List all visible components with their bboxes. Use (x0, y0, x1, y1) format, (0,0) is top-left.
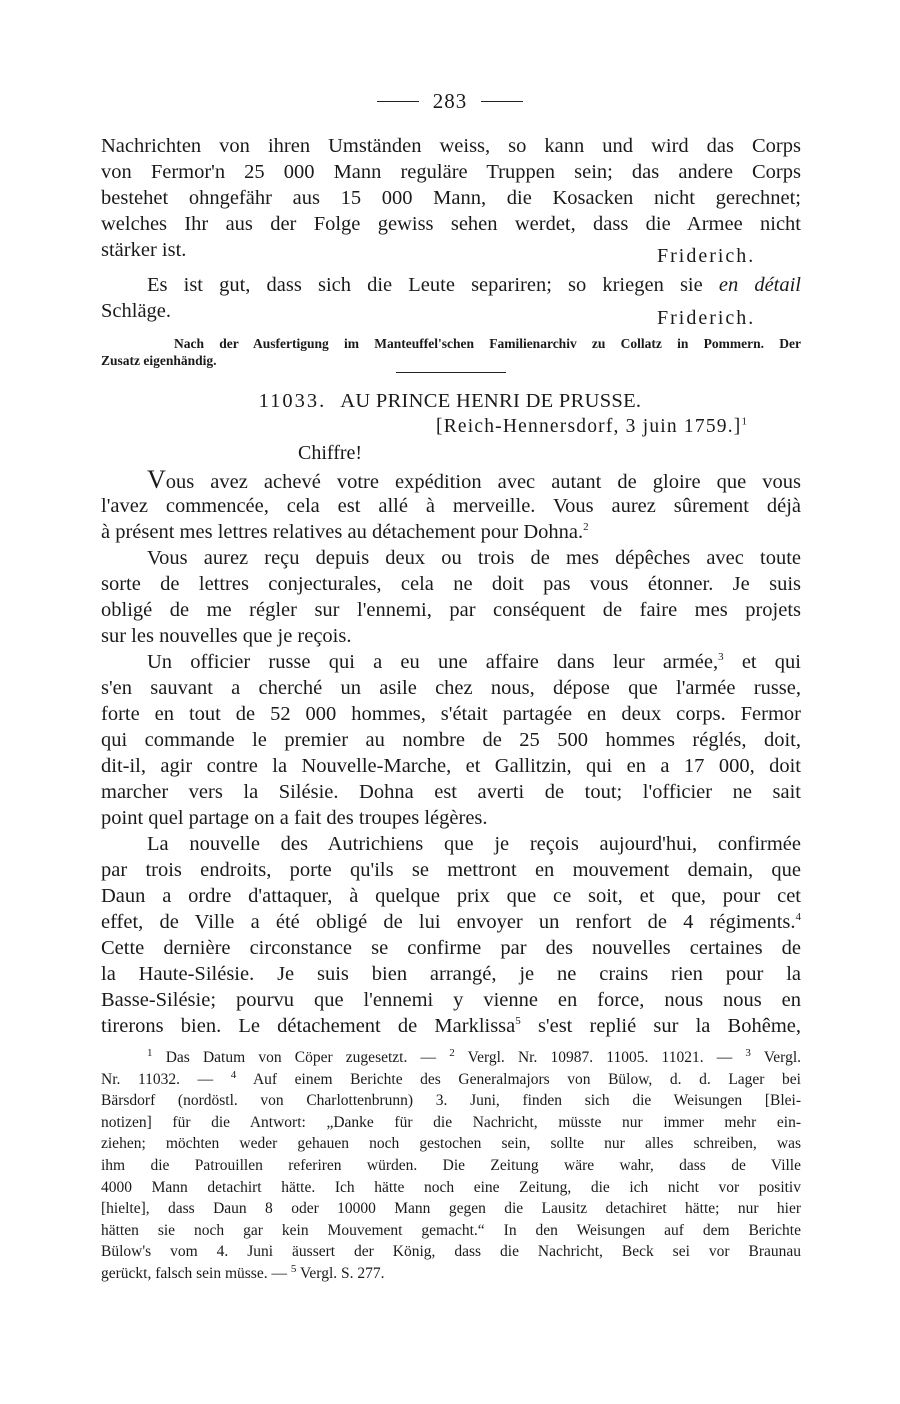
text-line: qui commande le premier au nombre de 25 500 hommes réglés, doit, (101, 729, 801, 751)
page-header (0, 86, 900, 116)
initial-letter: V (147, 465, 166, 494)
text-line: Nachrichten von ihren Umständen weiss, so kann und wird das Corps (101, 135, 801, 157)
text-run: et qui (741, 651, 802, 673)
footnote-text: Das Datum von Cöper zugesetzt. — (165, 1049, 450, 1066)
footnote-line (101, 1069, 801, 1091)
footnote-ref: 3 (718, 651, 724, 664)
signature: Friderich. (657, 245, 756, 267)
cipher-note: Chiffre! (298, 442, 363, 464)
text-line: dit-il, agir contre la Nouvelle-Marche, et Gallitzin, qui en a 17 000, doit (101, 755, 801, 777)
footnote-text: Nr. 11032. — (101, 1070, 231, 1088)
text-run: tirerons bien. Le détachement de Marklissa (101, 1015, 516, 1037)
document-number: 11033. (258, 390, 327, 412)
footnote-line: notizen] für die Antwort: „Danke für die Nachricht, müsste nur immer mehr ein- (101, 1113, 801, 1131)
text-line: Cette dernière circonstance se confirme par des nouvelles certaines de (101, 937, 801, 959)
text-run: s'est replié sur la Bohême, (537, 1015, 801, 1037)
text-line: obligé de me régler sur l'ennemi, par conséquent de faire mes projets (101, 599, 801, 621)
text-run: effet, de Ville a été obligé de lui envoyer un renfort de 4 régiments. (101, 911, 796, 933)
text-line: l'avez commencée, cela est allé à merveille. Vous aurez sûrement déjà (101, 495, 801, 517)
footnote-mark: 5 (290, 1262, 297, 1275)
footnote-line: Bärsdorf (nordöstl. von Charlottenbrunn) 3. Juni, finden sich die Weisungen [Blei- (101, 1092, 801, 1110)
text-line: la Haute-Silésie. Je suis bien arrangé, je ne crains rien pour la (101, 963, 801, 985)
postscript-line: Schläge. (101, 300, 172, 322)
text-line: forte en tout de 52 000 hommes, s'était partagée en deux corps. Fermor (101, 703, 801, 725)
postscript-italic: en détail (718, 274, 801, 296)
text-line: von Fermor'n 25 000 Mann reguläre Truppen sein; das andere Corps (101, 161, 801, 183)
text-line: sorte de lettres conjecturales, cela ne doit pas vous étonner. Je suis (101, 573, 801, 595)
footnote-mark: 4 (230, 1068, 237, 1081)
text-line: bestehet ohngefähr aus 15 000 Mann, die Kosacken nicht gerechnet; (101, 187, 801, 209)
previous-letter-end (101, 133, 801, 263)
footnote-text: Vergl. Nr. 10987. 11005. 11021. — (467, 1049, 746, 1066)
text-line: Vous aurez reçu depuis deux ou trois de mes dépêches avec toute (147, 547, 801, 569)
section-divider (396, 372, 506, 373)
text-line: point quel partage on a fait des troupes légères. (101, 807, 488, 829)
footnote-line: hätten sie noch gar kein Mouvement gemacht.“ In den Weisungen auf dem Berichte (101, 1221, 801, 1239)
footnote-line: Bülow's vom 4. Juni äussert der König, dass die Nachricht, Beck sei vor Braunau (101, 1243, 801, 1261)
text-line: Basse-Silésie; pourvu que l'ennemi y vienne en force, nous nous en (101, 989, 801, 1011)
footnote-line: [hielte], dass Daun 8 oder 10000 Mann gegen die Lausitz detachiret hätte; nur hier (101, 1200, 801, 1218)
text-line: marcher vers la Silésie. Dohna est averti de tout; l'officier ne sait (101, 781, 801, 803)
footnote-ref: 4 (795, 911, 801, 924)
header-rule-right (481, 101, 523, 102)
footnote-line (101, 1047, 801, 1069)
source-note (101, 335, 801, 369)
text-line (101, 909, 801, 935)
text-line: sur les nouvelles que je reçois. (101, 625, 352, 647)
footnote-text: gerückt, falsch sein müsse. — (101, 1264, 291, 1282)
header-rule-left (377, 101, 419, 102)
postscript-signature: Friderich. (657, 307, 756, 329)
text-run: à présent mes lettres relatives au détachement pour Dohna. (101, 521, 584, 543)
text-run: Un officier russe qui a eu une affaire dans leur armée, (147, 651, 719, 673)
footnote-line: 4000 Mann detachirt hätte. Ich hätte noch eine Zeitung, die ich nicht vor positiv (101, 1178, 801, 1196)
letter-body (101, 467, 801, 1039)
footnote-mark: 3 (745, 1046, 751, 1059)
text-line (101, 649, 801, 675)
footnote-ref: 5 (515, 1015, 521, 1028)
text-line: s'en sauvant a cherché un asile chez nous, dépose que l'armée russe, (101, 677, 801, 699)
postscript-line (101, 272, 801, 298)
footnote-text: Vergl. (763, 1049, 801, 1066)
document-addressee: AU PRINCE HENRI DE PRUSSE. (340, 390, 642, 412)
page-number: 283 (432, 88, 468, 113)
footnote-line: ihm die Patrouillen referiren würden. Die Zeitung wäre wahr, dass de Ville (101, 1156, 801, 1174)
footnote-ref: 2 (583, 521, 589, 534)
source-note-line: Nach der Ausfertigung im Manteuffel'schen Familienarchiv zu Collatz in Pommern. Der (174, 336, 801, 351)
text-line (101, 519, 801, 545)
text-line (101, 1013, 801, 1039)
text-line (101, 467, 801, 493)
document-title (0, 388, 900, 414)
text-line: La nouvelle des Autrichiens que je reçois aujourd'hui, confirmée (147, 833, 801, 855)
postscript-text: Es ist gut, dass sich die Leute separiren; so kriegen sie (147, 274, 703, 296)
footnote-text: Vergl. S. 277. (299, 1264, 385, 1282)
text-line: welches Ihr aus der Folge gewiss sehen werdet, dass die Armee nicht (101, 213, 801, 235)
text-line: stärker ist. (101, 239, 187, 261)
text-line: Daun a ordre d'attaquer, à quelque prix que ce soit, et que, pour cet (101, 885, 801, 907)
place-date (436, 414, 748, 440)
footnote-ref: 1 (741, 415, 749, 428)
text-run: ous avez achevé votre expédition avec autant de gloire que vous (165, 471, 801, 493)
footnote-text: Auf einem Berichte des Generalmajors von Bülow, d. d. Lager bei (252, 1070, 801, 1088)
footnote-mark: 1 (147, 1046, 153, 1059)
footnote-mark: 2 (449, 1046, 455, 1059)
text-line: par trois endroits, porte qu'ils se mettront en mouvement demain, que (101, 859, 801, 881)
source-note-line: Zusatz eigenhändig. (101, 353, 217, 368)
footnotes (101, 1047, 801, 1285)
place-date-text: [Reich-Hennersdorf, 3 juin 1759.] (436, 416, 742, 437)
footnote-line: ziehen; möchten weder gehauen noch gestochen sein, sollte nur alles schreiben, was (101, 1135, 801, 1153)
footnote-line (101, 1263, 801, 1285)
